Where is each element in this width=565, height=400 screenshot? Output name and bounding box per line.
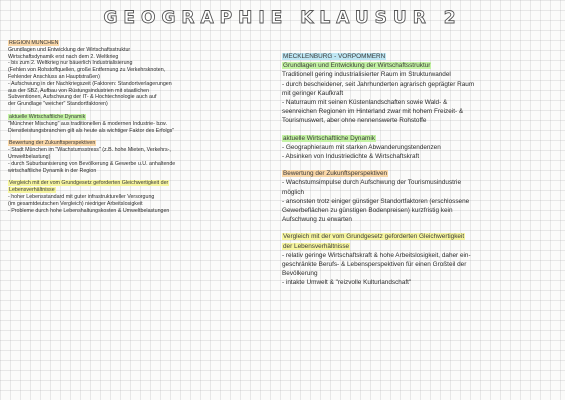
text-line: - Absinken von Industriedichte & Wirtschaftskraft xyxy=(282,153,420,161)
text-line: geschränkte Berufs- & Lebensperspektiven für einen Großteil der xyxy=(282,261,467,269)
text-line: Subventionen, Aufschwung der IT- & Hochtechnologie auch auf xyxy=(8,94,157,101)
mv-region-heading: MECKLENBURG - VORPOMMERN xyxy=(283,53,386,60)
text-line: Umweltbelastung) xyxy=(8,153,51,160)
text-line: - durch bescheidener, seit Jahrhunderten agrarisch geprägter Raum xyxy=(282,80,475,88)
text-line: - Naturraum mit seinen Küstenlandschaften sowie Wald- & xyxy=(282,99,448,107)
text-line: mit geringer Kaufkraft xyxy=(282,89,344,97)
text-line: Gewerbeflächen zu günstigen Bodenpreisen) kurzfristig kein xyxy=(282,207,453,215)
munich-compare-heading-cont: Lebensverhältnisse xyxy=(9,187,55,194)
text-line: (Fehlen von Rohstoffquellen, große Entfernung zu Verkehrsknoten, xyxy=(8,67,166,74)
text-line: - bis zum 2. Weltkrieg nur bäuerlich Industrialisierung xyxy=(8,60,133,67)
text-line: - Aufschwung in der Nachkriegszeit (Faktoren: Standortverlagerungen xyxy=(8,80,172,87)
text-line: Fehlender Anschluss an Hauptstraßen) xyxy=(8,73,100,80)
text-line: Aufschwung zu erwarten xyxy=(282,216,352,224)
text-line: - hoher Lebensstandard mit guter infrastruktureller Versorgung xyxy=(8,193,155,200)
text-line: - Wachstumsimpulse durch Aufschwung der Tourismusindustrie xyxy=(282,179,462,187)
text-line: (im gesamtdeutschen Vergleich) niedriger Arbeitslosigkeit xyxy=(8,200,143,207)
page-title: GEOGRAPHIE KLAUSUR 2 xyxy=(103,8,462,28)
text-line: Dienstleistungsbranchen gilt als heute als wichtiger Faktor des Erfolgs" xyxy=(8,127,175,134)
mv-dynamics-heading: aktuelle Wirtschaftliche Dynamik xyxy=(283,134,375,142)
text-line: Tourismuswert, aber ohne nennenswerte Rohstoffe xyxy=(282,117,427,125)
text-line: Grundlagen und Entwicklung der Wirtschaftsstruktur xyxy=(8,46,131,53)
munich-intro xyxy=(8,47,276,108)
mv-future-heading: Bewertung der Zukunftsperspektiven xyxy=(283,170,388,178)
munich-region-heading: REGION MÜNCHEN xyxy=(9,40,59,46)
munich-compare-heading: Vergleich mit der vom Grundgesetz geforderten Gleichwertigkeit der xyxy=(9,180,169,187)
munich-future-heading: Bewertung der Zukunftsperspektiven xyxy=(9,140,96,147)
text-line: aus der SBZ, Aufbau von Rüstungsindustrien mit staatlichen xyxy=(8,87,150,94)
text-line: - Stadt München im "Wachstumsstress" (z.B. hohe Mieten, Verkehrs-, xyxy=(8,147,171,154)
text-line: - Geographieraum mit starken Abwanderungstendenzen xyxy=(282,143,441,151)
text-line: "Münchner Mischung" aus traditionellen & modernen Industrie- bzw. xyxy=(8,120,167,127)
text-line: Traditionell gering industrialisierter Raum im Strukturwandel xyxy=(282,71,451,79)
text-line: Wirtschaftsdynamik erst nach dem 2. Weltkrieg xyxy=(8,53,119,60)
text-line: seenreichen Regionen im Hinterland zwar mit hohem Freizeit- & xyxy=(282,108,464,116)
text-line: wirtschaftliche Dynamik in der Region xyxy=(8,167,97,174)
mv-compare-heading-cont: der Lebensverhältnisse xyxy=(283,242,350,250)
text-line: - ansonsten trotz einiger günstiger Standortfaktoren (erschlossene xyxy=(282,197,470,205)
mv-basics-heading: Grundlagen und Entwicklung der Wirtschaftsstruktur xyxy=(283,62,431,70)
mv-section xyxy=(282,52,552,288)
munich-dynamics-heading: aktuelle Wirtschaftliche Dynamik xyxy=(9,113,86,120)
text-line: der Grundlage "weicher" Standortfaktoren) xyxy=(8,101,108,108)
text-line: - intakte Umwelt & "reizvolle Kulturlandschaft" xyxy=(282,279,412,287)
mv-compare-heading: Vergleich mit der vom Grundgesetz geforderten Gleichwertigkeit xyxy=(283,233,465,241)
text-line: Bevölkerung xyxy=(282,270,318,278)
text-line: - Probleme durch hohe Lebenshaltungskosten & Umweltbelastungen xyxy=(8,207,170,214)
text-line: möglich xyxy=(282,188,305,196)
text-line: - durch Suburbanisierung von Bevölkerung & Gewerbe u.U. anhaltende xyxy=(8,160,176,167)
text-line: - relativ geringe Wirtschaftskraft & hohe Arbeitslosigkeit, daher ein- xyxy=(282,251,471,259)
munich-section xyxy=(8,40,276,214)
